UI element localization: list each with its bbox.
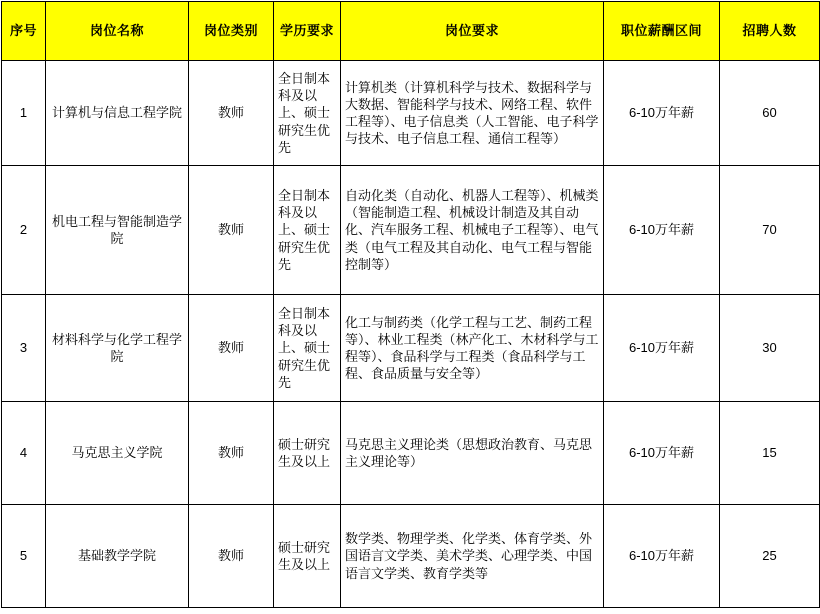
cell-headcount: 15: [720, 402, 820, 505]
cell-position-category: 教师: [189, 402, 274, 505]
table-row: [2, 402, 820, 505]
cell-education: 硕士研究生及以上: [274, 402, 341, 505]
cell-position-name: 马克思主义学院: [46, 402, 189, 505]
header-salary-range: 职位薪酬区间: [604, 2, 720, 61]
header-education: 学历要求: [274, 2, 341, 61]
cell-requirement: 计算机类（计算机科学与技术、数据科学与大数据、智能科学与技术、网络工程、软件工程等）、电子信息类（人工智能、电子科学与技术、电子信息工程、通信工程等）: [341, 61, 604, 166]
header-row: [2, 2, 820, 61]
cell-education: 全日制本科及以上、硕士研究生优先: [274, 61, 341, 166]
cell-position-category: 教师: [189, 295, 274, 402]
header-position-name: 岗位名称: [46, 2, 189, 61]
table-row: [2, 166, 820, 295]
header-position-category: 岗位类别: [189, 2, 274, 61]
cell-education: 硕士研究生及以上: [274, 505, 341, 608]
cell-index: 4: [2, 402, 46, 505]
header-position-requirement: 岗位要求: [341, 2, 604, 61]
cell-salary: 6-10万年薪: [604, 61, 720, 166]
cell-requirement: 马克思主义理论类（思想政治教育、马克思主义理论等）: [341, 402, 604, 505]
header-index: 序号: [2, 2, 46, 61]
table-body: [2, 61, 820, 608]
cell-index: 1: [2, 61, 46, 166]
header-headcount: 招聘人数: [720, 2, 820, 61]
cell-position-category: 教师: [189, 166, 274, 295]
cell-position-category: 教师: [189, 61, 274, 166]
cell-salary: 6-10万年薪: [604, 505, 720, 608]
cell-education: 全日制本科及以上、硕士研究生优先: [274, 295, 341, 402]
cell-requirement: 数学类、物理学类、化学类、体育学类、外国语言文学类、美术学类、心理学类、中国语言文学类、教育学类等: [341, 505, 604, 608]
cell-position-category: 教师: [189, 505, 274, 608]
cell-index: 5: [2, 505, 46, 608]
table-row: [2, 295, 820, 402]
table-row: [2, 61, 820, 166]
cell-position-name: 材料科学与化学工程学院: [46, 295, 189, 402]
table-row: [2, 505, 820, 608]
cell-salary: 6-10万年薪: [604, 166, 720, 295]
cell-position-name: 机电工程与智能制造学院: [46, 166, 189, 295]
recruitment-table: [1, 1, 820, 608]
table-header: [2, 2, 820, 61]
cell-position-name: 计算机与信息工程学院: [46, 61, 189, 166]
cell-headcount: 70: [720, 166, 820, 295]
cell-salary: 6-10万年薪: [604, 402, 720, 505]
cell-index: 3: [2, 295, 46, 402]
cell-headcount: 30: [720, 295, 820, 402]
cell-requirement: 自动化类（自动化、机器人工程等）、机械类（智能制造工程、机械设计制造及其自动化、汽车服务工程、机械电子工程等）、电气类（电气工程及其自动化、电气工程与智能控制等）: [341, 166, 604, 295]
cell-position-name: 基础教学学院: [46, 505, 189, 608]
cell-education: 全日制本科及以上、硕士研究生优先: [274, 166, 341, 295]
cell-salary: 6-10万年薪: [604, 295, 720, 402]
cell-headcount: 60: [720, 61, 820, 166]
cell-requirement: 化工与制药类（化学工程与工艺、制药工程等）、林业工程类（林产化工、木材科学与工程等）、食品科学与工程类（食品科学与工程、食品质量与安全等）: [341, 295, 604, 402]
cell-headcount: 25: [720, 505, 820, 608]
cell-index: 2: [2, 166, 46, 295]
